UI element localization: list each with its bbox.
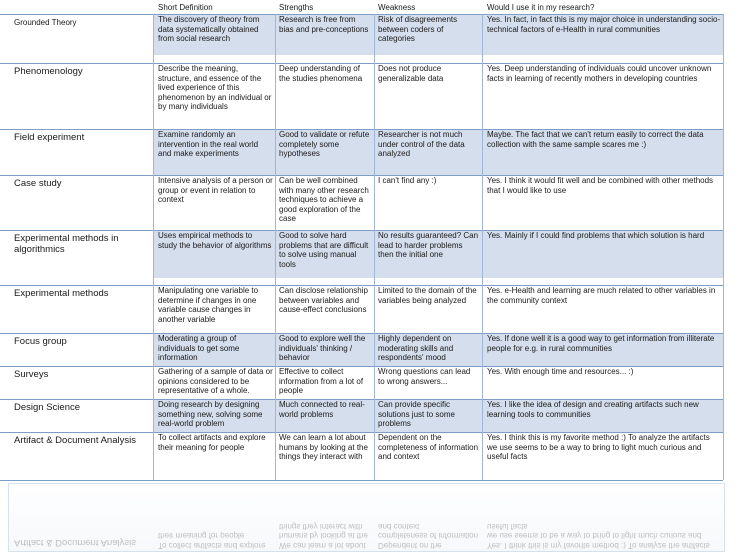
reflection-mirror <box>0 483 736 552</box>
definition-cell: The discovery of theory from data systematically obtained from social research <box>158 15 260 44</box>
column-divider <box>275 14 276 480</box>
row-divider <box>0 14 723 15</box>
row-divider <box>0 175 723 176</box>
table-row <box>0 333 723 366</box>
strengths-cell: Much connected to real-world problems <box>279 400 365 419</box>
table-row <box>0 63 723 132</box>
column-divider <box>153 14 154 480</box>
definition-cell: Moderating a group of individuals to get some information <box>158 334 240 363</box>
definition-cell: Uses empirical methods to study the behavior of algorithms <box>158 231 272 250</box>
row-divider <box>0 399 723 400</box>
table-row <box>0 14 723 55</box>
use-cell: Yes. In fact, in fact this is my major choice in understanding socio-technical factors of e-Health in rural communities <box>487 15 721 34</box>
table-reflection <box>0 483 736 552</box>
weakness-cell: Can provide specific solutions just to some problems <box>378 400 455 429</box>
strengths-cell: Can disclose relationship between variables and cause-effect conclusions <box>279 286 368 315</box>
weakness-cell: Limited to the domain of the variables being analyzed <box>378 286 477 305</box>
weakness-cell: Dependent on the completeness of information and context <box>378 433 479 462</box>
method-name: Grounded Theory <box>14 18 77 27</box>
reflection-use: Yes. I think this is my favorite method :) To analyze the artifacts we use seems to be a way to bring to light much curious and useful facts <box>487 521 710 550</box>
method-name: Design Science <box>14 402 81 413</box>
definition-cell: Manipulating one variable to determine if changes in one variable cause changes in another variable <box>158 286 259 324</box>
weakness-cell: Does not produce generalizable data <box>378 64 444 83</box>
header-short-definition: Short Definition <box>158 3 213 12</box>
strengths-cell: Good to solve hard problems that are difficult to solve using manual tools <box>279 231 369 269</box>
weakness-cell: I can't find any :) <box>378 176 437 185</box>
column-divider <box>723 14 724 480</box>
strengths-cell: Good to explore well the individuals' thinking / behavior <box>279 334 366 363</box>
column-divider <box>482 14 483 480</box>
reflection-definition: To collect artifacts and explore their meaning for people <box>158 531 266 550</box>
method-name: Artifact & Document Analysis <box>14 435 136 446</box>
definition-cell: Doing research by designing something new, solving some real-world problem <box>158 400 263 429</box>
row-divider <box>0 480 723 481</box>
use-cell: Yes. I think this is my favorite method :) To analyze the artifacts we use seems to be a way to bring to light much curious and useful facts <box>487 433 710 462</box>
use-cell: Yes. I like the idea of design and creating artifacts such new learning tools to communities <box>487 400 699 419</box>
strengths-cell: Good to validate or refute completely some hypotheses <box>279 130 370 159</box>
row-divider <box>0 63 723 64</box>
row-divider <box>0 285 723 286</box>
weakness-cell: Highly dependent on moderating skills and respondents' mood <box>378 334 454 363</box>
method-name: Focus group <box>14 336 67 347</box>
row-divider <box>0 230 723 231</box>
strengths-cell: Research is free from bias and pre-conceptions <box>279 15 369 34</box>
header-weakness: Weakness <box>378 3 416 12</box>
row-divider <box>0 432 723 433</box>
table-row <box>0 285 723 333</box>
use-cell: Yes. If done well it is a good way to get information from illiterate people for e.g. in rural communities <box>487 334 715 353</box>
strengths-cell: Effective to collect information from a lot of people <box>279 367 364 396</box>
definition-cell: Describe the meaning, structure, and essence of the lived experience of this phenomenon by an individual or by many individuals <box>158 64 272 112</box>
use-cell: Maybe. The fact that we can't return easily to correct the data collection with the same sample scares me :) <box>487 130 704 149</box>
definition-cell: To collect artifacts and explore their meaning for people <box>158 433 266 452</box>
definition-cell: Intensive analysis of a person or group or event in relation to context <box>158 176 273 205</box>
header-would-i-use: Would I use it in my research? <box>487 3 595 12</box>
method-name: Experimental methods in algorithmics <box>14 233 119 255</box>
definition-cell: Examine randomly an intervention in the real world and make experiments <box>158 130 259 159</box>
use-cell: Yes. With enough time and resources... :) <box>487 367 634 376</box>
table-row <box>0 399 723 432</box>
weakness-cell: Researcher is not much under control of the data analyzed <box>378 130 465 159</box>
table-row <box>0 432 723 480</box>
strengths-cell: Can be well combined with many other research techniques to achieve a good exploration of the case <box>279 176 369 224</box>
weakness-cell: Risk of disagreements between coders of categories <box>378 15 458 44</box>
table-row <box>0 230 723 278</box>
row-divider <box>0 333 723 334</box>
table-row <box>0 366 723 399</box>
weakness-cell: Wrong questions can lead to wrong answers... <box>378 367 471 386</box>
use-cell: Yes. Deep understanding of individuals could uncover unknown facts in learning of recently mothers in developing countries <box>487 64 712 83</box>
table-row <box>0 175 723 230</box>
use-cell: Yes. Mainly if I could find problems that which solution is hard <box>487 231 705 240</box>
method-name: Phenomenology <box>14 66 83 77</box>
use-cell: Yes. I think it would fit well and be combined with other methods that I would like to use <box>487 176 714 195</box>
method-name: Field experiment <box>14 132 85 143</box>
method-name: Experimental methods <box>14 288 109 299</box>
reflection-method-name: Artifact & Document Analysis <box>14 537 136 548</box>
row-divider <box>0 129 723 130</box>
definition-cell: Gathering of a sample of data or opinions considered to be representative of a whole. <box>158 367 273 396</box>
strengths-cell: Deep understanding of the studies phenomena <box>279 64 363 83</box>
weakness-cell: No results guaranteed? Can lead to harder problems then the initial one <box>378 231 479 260</box>
table-row <box>0 129 723 175</box>
reflection-weakness: Dependent on the completeness of information and context <box>378 521 479 550</box>
strengths-cell: We can learn a lot about humans by looking at the things they interact with <box>279 433 368 462</box>
header-strengths: Strengths <box>279 3 314 12</box>
reflection-strengths: We can learn a lot about humans by looking at the things they interact with <box>279 521 368 550</box>
use-cell: Yes. e-Health and learning are much related to other variables in the community context <box>487 286 716 305</box>
column-divider <box>374 14 375 480</box>
method-name: Surveys <box>14 369 49 380</box>
method-name: Case study <box>14 178 62 189</box>
row-divider <box>0 366 723 367</box>
